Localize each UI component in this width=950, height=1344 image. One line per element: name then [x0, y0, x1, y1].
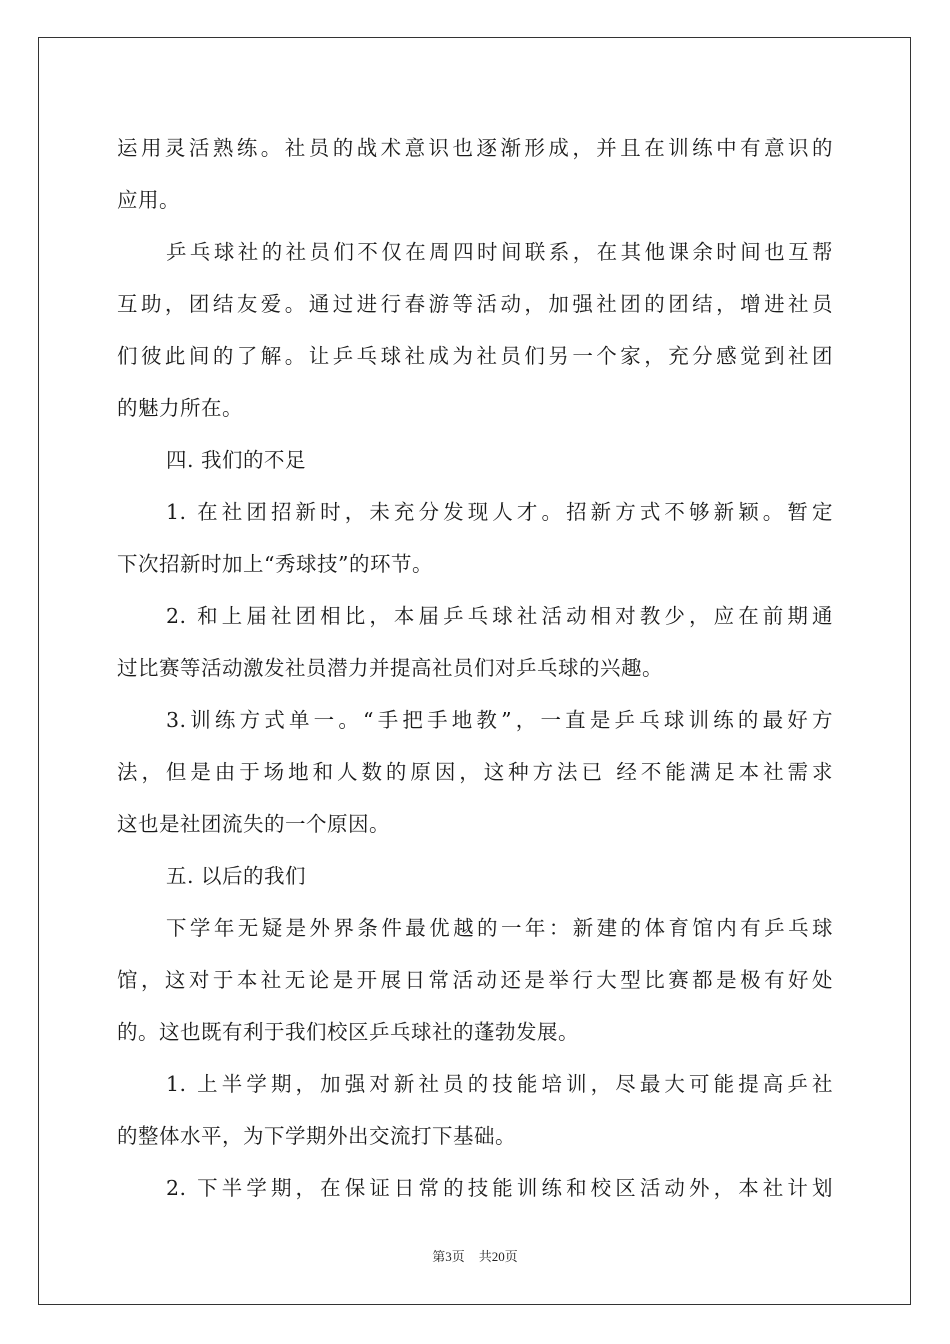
section-heading: 四. 我们的不足: [166, 448, 307, 472]
text-line: 们彼此间的了解。让乒乓球社成为社员们另一个家，充分感觉到社团: [117, 344, 833, 368]
text-line: 的整体水平，为下学期外出交流打下基础。: [117, 1124, 516, 1148]
text-line: 这也是社团流失的一个原因。: [117, 812, 390, 836]
text-line: 下次招新时加上“秀球技”的环节。: [117, 552, 433, 576]
text-line: 馆，这对于本社无论是开展日常活动还是举行大型比赛都是极有好处: [117, 968, 833, 992]
text-line: 互助，团结友爱。通过进行春游等活动，加强社团的团结，增进社员: [117, 292, 833, 316]
document-body: [117, 122, 833, 1214]
text-line: 法，但是由于场地和人数的原因，这种方法已 经不能满足本社需求: [117, 760, 833, 784]
page-footer: [0, 1246, 950, 1265]
page-number: 第3页: [432, 1249, 465, 1264]
text-line: 2. 和上届社团相比，本届乒乓球社活动相对教少，应在前期通: [166, 604, 833, 628]
section-heading: 五. 以后的我们: [166, 864, 307, 888]
text-line: 的魅力所在。: [117, 396, 243, 420]
text-line: 乒乓球社的社员们不仅在周四时间联系，在其他课余时间也互帮: [166, 240, 833, 264]
text-line: 应用。: [117, 188, 180, 212]
text-line: 运用灵活熟练。社员的战术意识也逐渐形成，并且在训练中有意识的: [117, 136, 833, 160]
text-line: 3.训练方式单一。“手把手地教”，一直是乒乓球训练的最好方: [166, 708, 833, 732]
text-line: 2. 下半学期，在保证日常的技能训练和校区活动外，本社计划: [166, 1176, 833, 1200]
text-line: 下学年无疑是外界条件最优越的一年：新建的体育馆内有乒乓球: [166, 916, 833, 940]
text-line: 的。这也既有利于我们校区乒乓球社的蓬勃发展。: [117, 1020, 579, 1044]
text-line: 1. 上半学期，加强对新社员的技能培训，尽最大可能提高乒社: [166, 1072, 833, 1096]
text-line: 1. 在社团招新时，未充分发现人才。招新方式不够新颖。暂定: [166, 500, 833, 524]
page-total: 共20页: [478, 1249, 518, 1264]
text-line: 过比赛等活动激发社员潜力并提高社员们对乒乓球的兴趣。: [117, 656, 663, 680]
